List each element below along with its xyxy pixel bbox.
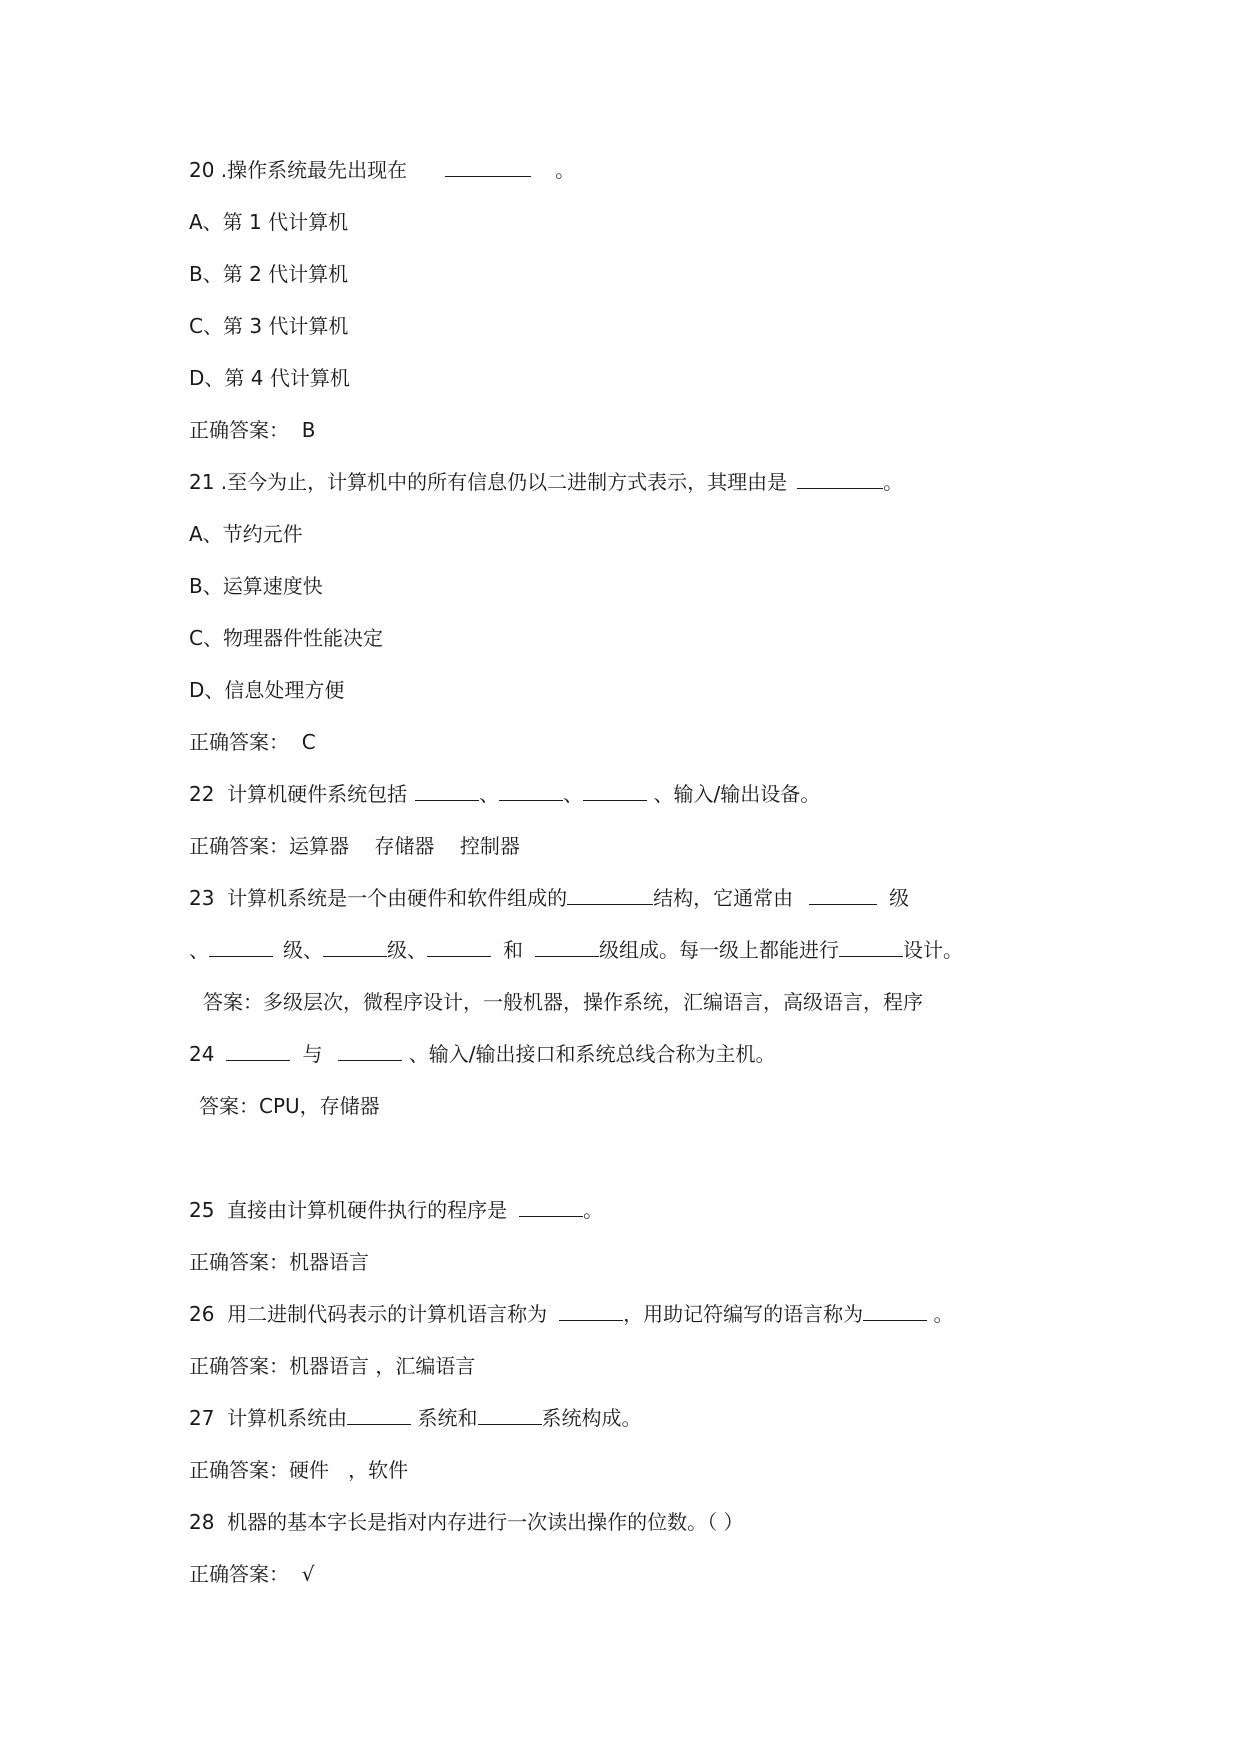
question-text: 系统构成。 [541, 1406, 642, 1430]
answer-blank [839, 939, 903, 957]
question-text: 24 [189, 1042, 215, 1066]
answer-line: 答案：多级层次，微程序设计，一般机器，操作系统，汇编语言，高级语言，程序 [203, 990, 923, 1014]
question-text: 系统和 [411, 1406, 478, 1430]
answer-blank [478, 1407, 542, 1425]
option-b: B、运算速度快 [189, 574, 323, 598]
question-text: 。 [583, 1198, 604, 1222]
option-b: B、第 2 代计算机 [189, 262, 349, 286]
question-text: 22 计算机硬件系统包括 [189, 782, 408, 806]
question-23-stem [189, 885, 909, 911]
option-d: D、第 4 代计算机 [189, 366, 350, 390]
question-text: 23 计算机系统是一个由硬件和软件组成的 [189, 886, 568, 910]
answer-line: 正确答案：机器语言 ，汇编语言 [189, 1354, 476, 1378]
answer-blank [338, 1043, 402, 1061]
answer-blank [415, 783, 479, 801]
answer-blank [226, 1043, 290, 1061]
answer-line: 正确答案：机器语言 [189, 1250, 369, 1274]
option-c: C、第 3 代计算机 [189, 314, 349, 338]
answer-line: 正确答案：硬件 ，软件 [189, 1458, 409, 1482]
option-d: D、信息处理方便 [189, 678, 345, 702]
question-text: ，用助记符编写的语言称为 [623, 1302, 864, 1326]
question-text: 25 直接由计算机硬件执行的程序是 [189, 1198, 508, 1222]
option-c: C、物理器件性能决定 [189, 626, 383, 650]
question-text: 级组成。每一级上都能进行 [599, 938, 839, 962]
answer-blank [797, 471, 883, 489]
answer-line: 正确答案： C [189, 730, 316, 754]
question-text: 、 [479, 782, 500, 806]
question-25-stem [189, 1197, 603, 1223]
answer-blank [427, 939, 491, 957]
answer-blank [347, 1407, 411, 1425]
question-text: 结构，它通常由 [653, 886, 794, 910]
question-27-stem [189, 1405, 642, 1431]
question-text: 、输入/输出接口和系统总线合称为主机。 [402, 1042, 776, 1066]
answer-line: 正确答案： √ [189, 1562, 315, 1586]
question-28-stem: 28 机器的基本字长是指对内存进行一次读出操作的位数。（ ） [189, 1510, 744, 1534]
question-text: 20 .操作系统最先出现在 [189, 158, 408, 182]
question-text: 21 .至今为止，计算机中的所有信息仍以二进制方式表示，其理由是 [189, 470, 788, 494]
question-21-stem [189, 469, 903, 495]
question-text: 设计。 [903, 938, 963, 962]
question-text: 。 [555, 158, 576, 182]
question-text: 级 [889, 886, 910, 910]
answer-blank [209, 939, 273, 957]
answer-line: 正确答案：运算器 存储器 控制器 [189, 834, 520, 858]
answer-blank [559, 1303, 623, 1321]
answer-blank [519, 1199, 583, 1217]
question-text: 。 [927, 1302, 954, 1326]
answer-blank [535, 939, 599, 957]
answer-blank [567, 887, 653, 905]
question-20-stem [189, 157, 575, 183]
answer-line: 答案：CPU，存储器 [199, 1094, 380, 1118]
answer-line: 正确答案： B [189, 418, 316, 442]
question-26-stem [189, 1301, 954, 1327]
question-text: 。 [883, 470, 904, 494]
question-text: 和 [503, 938, 523, 962]
question-22-stem [189, 781, 820, 807]
question-text: 级、 [387, 938, 427, 962]
question-text: 27 计算机系统由 [189, 1406, 348, 1430]
question-24-stem [189, 1041, 776, 1067]
option-a: A、第 1 代计算机 [189, 210, 349, 234]
option-a: A、节约元件 [189, 522, 303, 546]
answer-blank [809, 887, 877, 905]
answer-blank [583, 783, 647, 801]
question-text: 级、 [283, 938, 323, 962]
answer-blank [863, 1303, 927, 1321]
question-text: 、 [189, 938, 209, 962]
answer-blank [323, 939, 387, 957]
question-text: 26 用二进制代码表示的计算机语言称为 [189, 1302, 548, 1326]
question-text: 、 [563, 782, 584, 806]
answer-blank [445, 159, 531, 177]
question-23-line-2 [189, 937, 963, 963]
question-text: 与 [302, 1042, 323, 1066]
question-text: 、输入/输出设备。 [647, 782, 821, 806]
answer-blank [499, 783, 563, 801]
